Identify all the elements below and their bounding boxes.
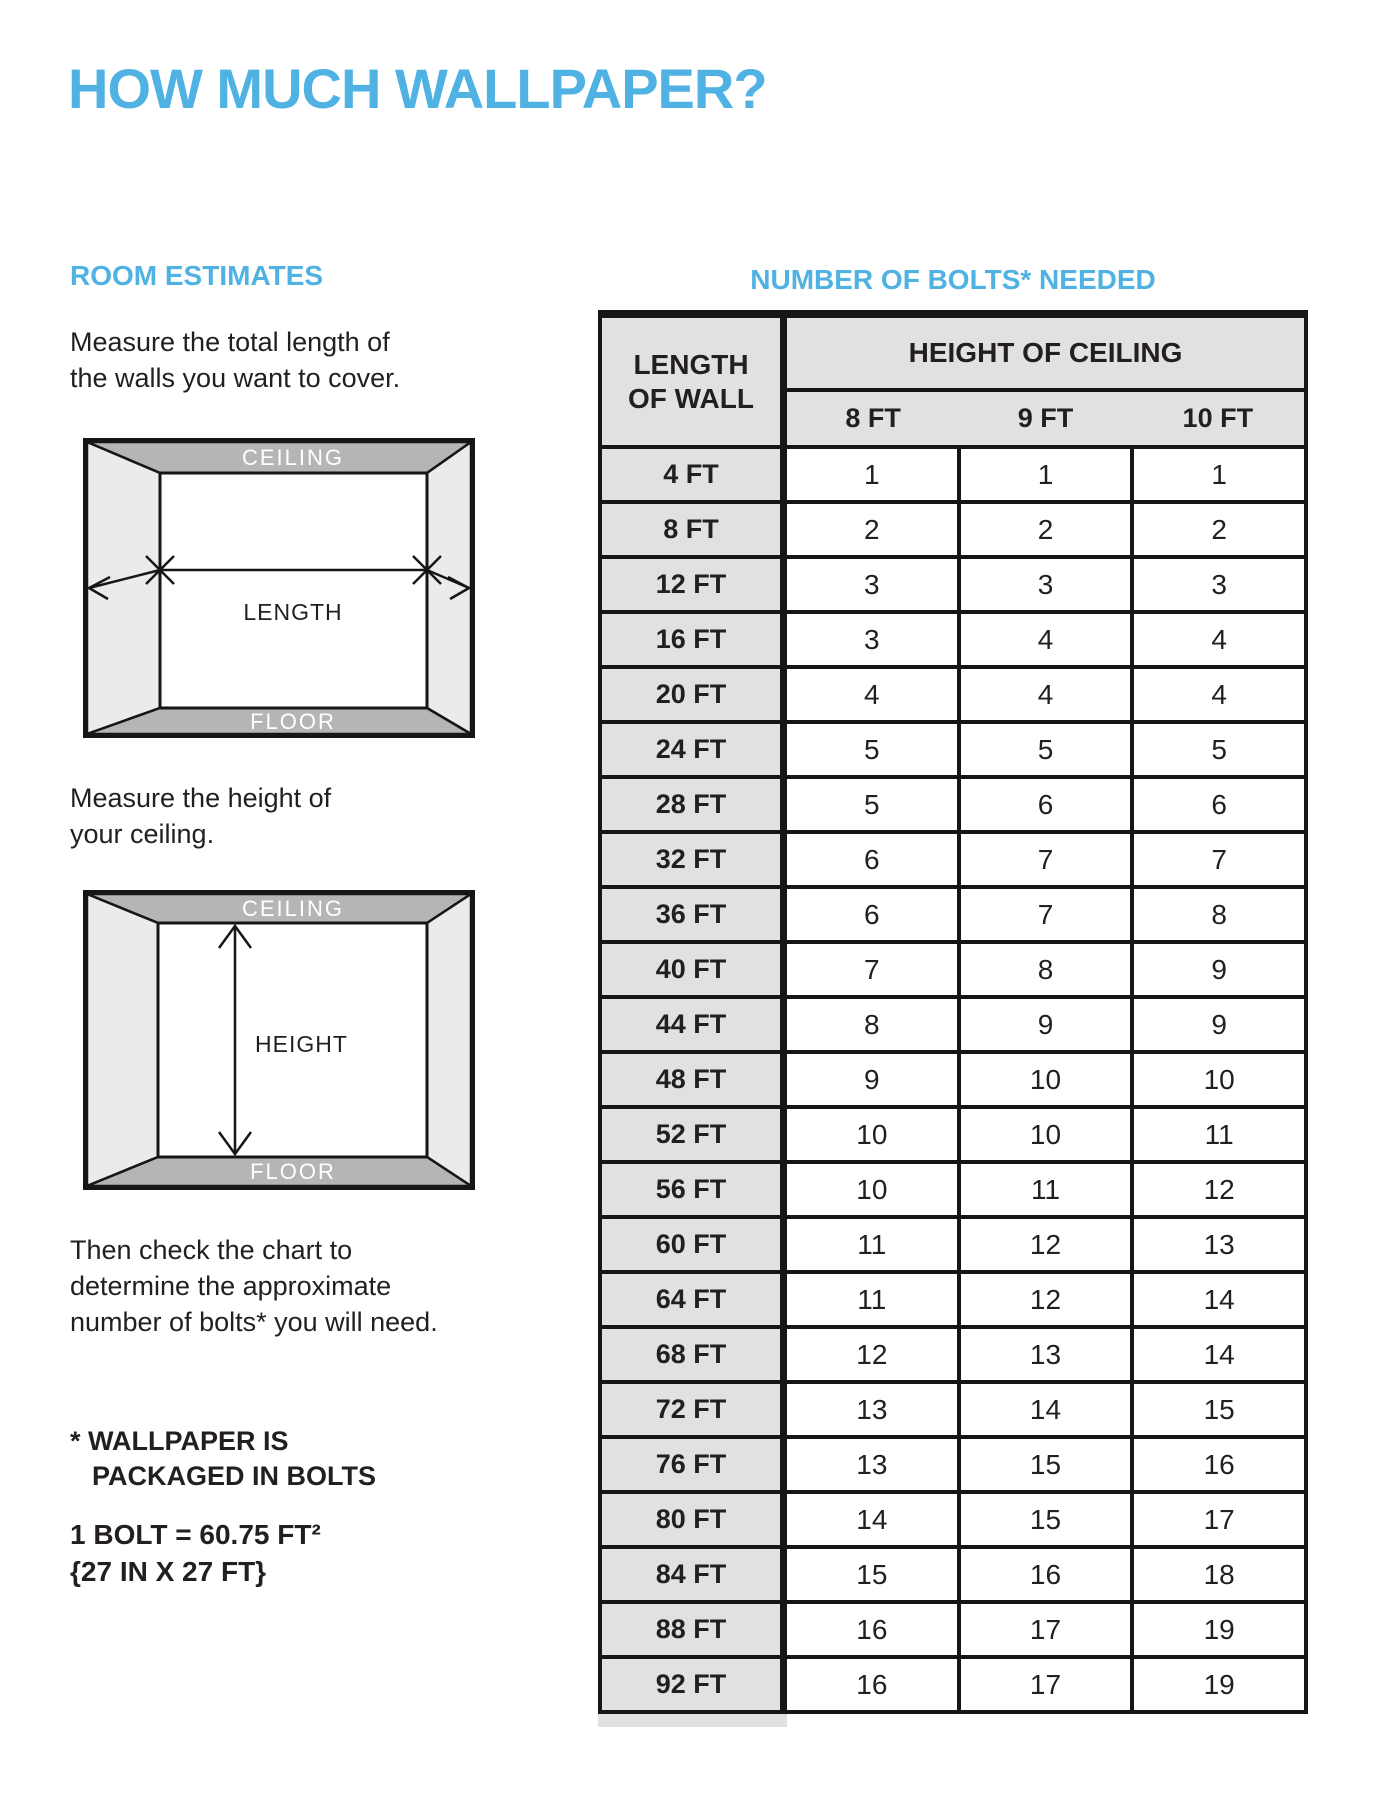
floor-label: FLOOR <box>250 709 336 734</box>
row-label: 72 FT <box>602 1384 787 1439</box>
left-wall-surface <box>87 894 158 1186</box>
bolt-count-cell: 13 <box>961 1329 1135 1384</box>
bolt-count-cell: 2 <box>787 504 961 559</box>
table-row <box>602 1054 1304 1109</box>
row-label: 36 FT <box>602 889 787 944</box>
intro-line-1: Measure the total length of <box>70 327 390 357</box>
bolt-count-cell: 9 <box>1134 944 1304 999</box>
bolt-count-cell: 3 <box>787 559 961 614</box>
table-row <box>602 1494 1304 1549</box>
bolt-count-cell: 13 <box>1134 1219 1304 1274</box>
bolt-count-cell: 9 <box>1134 999 1304 1054</box>
table-row <box>602 504 1304 559</box>
row-header-cell <box>602 318 787 449</box>
column-header-10ft: 10 FT <box>1182 403 1254 433</box>
bolt-count-cell: 14 <box>1134 1274 1304 1329</box>
table-row <box>602 614 1304 669</box>
table-row <box>602 1659 1304 1714</box>
bolt-count-cell: 12 <box>961 1219 1135 1274</box>
bolt-count-cell: 11 <box>787 1219 961 1274</box>
table-row <box>602 559 1304 614</box>
intro-line-2: the walls you want to cover. <box>70 363 401 393</box>
bolt-count-cell: 17 <box>1134 1494 1304 1549</box>
bolt-count-cell: 13 <box>787 1439 961 1494</box>
row-header-line-2: OF WALL <box>628 382 754 414</box>
row-label: 52 FT <box>602 1109 787 1164</box>
bolt-count-cell: 11 <box>1134 1109 1304 1164</box>
bolt-count-cell: 9 <box>961 999 1135 1054</box>
bolt-count-cell: 5 <box>1134 724 1304 779</box>
table-row <box>602 669 1304 724</box>
height-paragraph <box>70 780 331 852</box>
column-header-area <box>787 318 1304 449</box>
bolt-count-cell: 12 <box>961 1274 1135 1329</box>
table-footer-tab <box>598 1714 787 1727</box>
page-title: HOW MUCH WALLPAPER? <box>68 57 767 120</box>
bolt-count-cell: 16 <box>787 1604 961 1659</box>
table-row <box>602 1329 1304 1384</box>
row-label: 8 FT <box>602 504 787 559</box>
chart-line-2: determine the approximate <box>70 1271 392 1301</box>
row-label: 76 FT <box>602 1439 787 1494</box>
bolt-count-cell: 16 <box>1134 1439 1304 1494</box>
bolt-count-cell: 14 <box>1134 1329 1304 1384</box>
bolt-count-cell: 4 <box>787 669 961 724</box>
bolt-count-cell: 7 <box>787 944 961 999</box>
bolt-count-cell: 10 <box>961 1054 1135 1109</box>
row-label: 84 FT <box>602 1549 787 1604</box>
row-header-line-1: LENGTH <box>633 348 749 380</box>
footnote-line-2: PACKAGED IN BOLTS <box>92 1461 377 1491</box>
bolt-count-cell: 17 <box>961 1604 1135 1659</box>
row-label: 40 FT <box>602 944 787 999</box>
row-label: 24 FT <box>602 724 787 779</box>
bolt-count-cell: 8 <box>1134 889 1304 944</box>
row-label: 56 FT <box>602 1164 787 1219</box>
bolt-equation-line-1: 1 BOLT = 60.75 FT² <box>70 1519 321 1550</box>
bolt-count-cell: 9 <box>787 1054 961 1109</box>
bolt-count-cell: 12 <box>787 1329 961 1384</box>
bolt-count-cell: 16 <box>787 1659 961 1714</box>
row-label: 4 FT <box>602 449 787 504</box>
column-header-9ft: 9 FT <box>1017 403 1074 433</box>
bolt-count-cell: 8 <box>787 999 961 1054</box>
chart-line-1: Then check the chart to <box>70 1235 353 1265</box>
height-label: HEIGHT <box>255 1031 348 1057</box>
bolt-count-cell: 1 <box>1134 449 1304 504</box>
bolt-count-cell: 11 <box>961 1164 1135 1219</box>
row-label: 44 FT <box>602 999 787 1054</box>
table-row <box>602 1549 1304 1604</box>
bolt-count-cell: 13 <box>787 1384 961 1439</box>
bolt-count-cell: 15 <box>961 1494 1135 1549</box>
bolts-table <box>598 310 1308 1714</box>
bolt-count-cell: 14 <box>961 1384 1135 1439</box>
group-header-height-of-ceiling: HEIGHT OF CEILING <box>787 318 1304 392</box>
bolt-count-cell: 7 <box>961 889 1135 944</box>
bolt-count-cell: 10 <box>787 1164 961 1219</box>
bolt-count-cell: 19 <box>1134 1659 1304 1714</box>
floor-label: FLOOR <box>250 1159 336 1184</box>
chart-paragraph <box>70 1232 438 1340</box>
bolt-count-cell: 6 <box>961 779 1135 834</box>
bolt-count-cell: 4 <box>961 614 1135 669</box>
bolt-count-cell: 15 <box>961 1439 1135 1494</box>
length-label: LENGTH <box>243 599 343 625</box>
bolt-count-cell: 5 <box>787 779 961 834</box>
bolt-count-cell: 15 <box>787 1549 961 1604</box>
table-header <box>602 318 1304 449</box>
chart-line-3: number of bolts* you will need. <box>70 1307 438 1337</box>
bolt-count-cell: 7 <box>1134 834 1304 889</box>
row-label: 20 FT <box>602 669 787 724</box>
left-wall-surface <box>87 442 160 734</box>
table-row <box>602 449 1304 504</box>
room-diagram-length <box>83 438 475 738</box>
footnote-line-1: * WALLPAPER IS <box>70 1426 289 1456</box>
table-row <box>602 999 1304 1054</box>
right-wall-surface <box>427 442 471 734</box>
back-wall <box>160 473 427 708</box>
row-label: 28 FT <box>602 779 787 834</box>
bolt-count-cell: 6 <box>787 889 961 944</box>
bolt-count-cell: 11 <box>787 1274 961 1329</box>
bolt-count-cell: 1 <box>787 449 961 504</box>
bolt-count-cell: 6 <box>1134 779 1304 834</box>
bolt-count-cell: 3 <box>1134 559 1304 614</box>
table-row <box>602 1219 1304 1274</box>
bolt-count-cell: 4 <box>1134 669 1304 724</box>
row-label: 64 FT <box>602 1274 787 1329</box>
column-header-row <box>787 392 1304 449</box>
bolt-count-cell: 5 <box>961 724 1135 779</box>
bolt-count-cell: 6 <box>787 834 961 889</box>
row-label: 16 FT <box>602 614 787 669</box>
table-row <box>602 944 1304 999</box>
table-row <box>602 1439 1304 1494</box>
section-heading-bolts-needed: NUMBER OF BOLTS* NEEDED <box>750 264 1156 295</box>
bolt-count-cell: 16 <box>961 1549 1135 1604</box>
wallpaper-footnote <box>70 1424 376 1494</box>
table-row <box>602 834 1304 889</box>
bolt-equation-line-2: {27 IN X 27 FT} <box>70 1556 267 1587</box>
height-line-2: your ceiling. <box>70 819 215 849</box>
table-row <box>602 889 1304 944</box>
bolt-count-cell: 15 <box>1134 1384 1304 1439</box>
table-row <box>602 1109 1304 1164</box>
ceiling-label: CEILING <box>241 896 345 921</box>
table-row <box>602 1164 1304 1219</box>
table-body <box>602 449 1304 1714</box>
right-wall-surface <box>427 894 471 1186</box>
bolt-count-cell: 2 <box>961 504 1135 559</box>
bolt-count-cell: 10 <box>787 1109 961 1164</box>
table-row <box>602 1274 1304 1329</box>
bolt-count-cell: 19 <box>1134 1604 1304 1659</box>
height-line-1: Measure the height of <box>70 783 332 813</box>
row-label: 88 FT <box>602 1604 787 1659</box>
row-label: 68 FT <box>602 1329 787 1384</box>
section-heading-room-estimates: ROOM ESTIMATES <box>70 260 324 291</box>
bolt-count-cell: 10 <box>1134 1054 1304 1109</box>
row-label: 60 FT <box>602 1219 787 1274</box>
row-label: 12 FT <box>602 559 787 614</box>
bolt-count-cell: 3 <box>787 614 961 669</box>
bolt-count-cell: 14 <box>787 1494 961 1549</box>
bolt-count-cell: 10 <box>961 1109 1135 1164</box>
bolt-count-cell: 3 <box>961 559 1135 614</box>
row-label: 48 FT <box>602 1054 787 1109</box>
table-row <box>602 779 1304 834</box>
bolt-count-cell: 12 <box>1134 1164 1304 1219</box>
row-label: 92 FT <box>602 1659 787 1714</box>
row-label: 32 FT <box>602 834 787 889</box>
bolt-count-cell: 7 <box>961 834 1135 889</box>
bolt-count-cell: 4 <box>1134 614 1304 669</box>
bolt-count-cell: 17 <box>961 1659 1135 1714</box>
bolt-count-cell: 5 <box>787 724 961 779</box>
ceiling-label: CEILING <box>241 445 345 470</box>
intro-paragraph <box>70 324 400 396</box>
table-row <box>602 1604 1304 1659</box>
room-diagram-height <box>83 890 475 1190</box>
bolt-equation <box>70 1516 321 1590</box>
column-header-8ft: 8 FT <box>845 403 901 433</box>
bolt-count-cell: 2 <box>1134 504 1304 559</box>
bolt-count-cell: 18 <box>1134 1549 1304 1604</box>
table-row <box>602 1384 1304 1439</box>
bolt-count-cell: 8 <box>961 944 1135 999</box>
table-row <box>602 724 1304 779</box>
bolt-count-cell: 4 <box>961 669 1135 724</box>
row-label: 80 FT <box>602 1494 787 1549</box>
bolt-count-cell: 1 <box>961 449 1135 504</box>
